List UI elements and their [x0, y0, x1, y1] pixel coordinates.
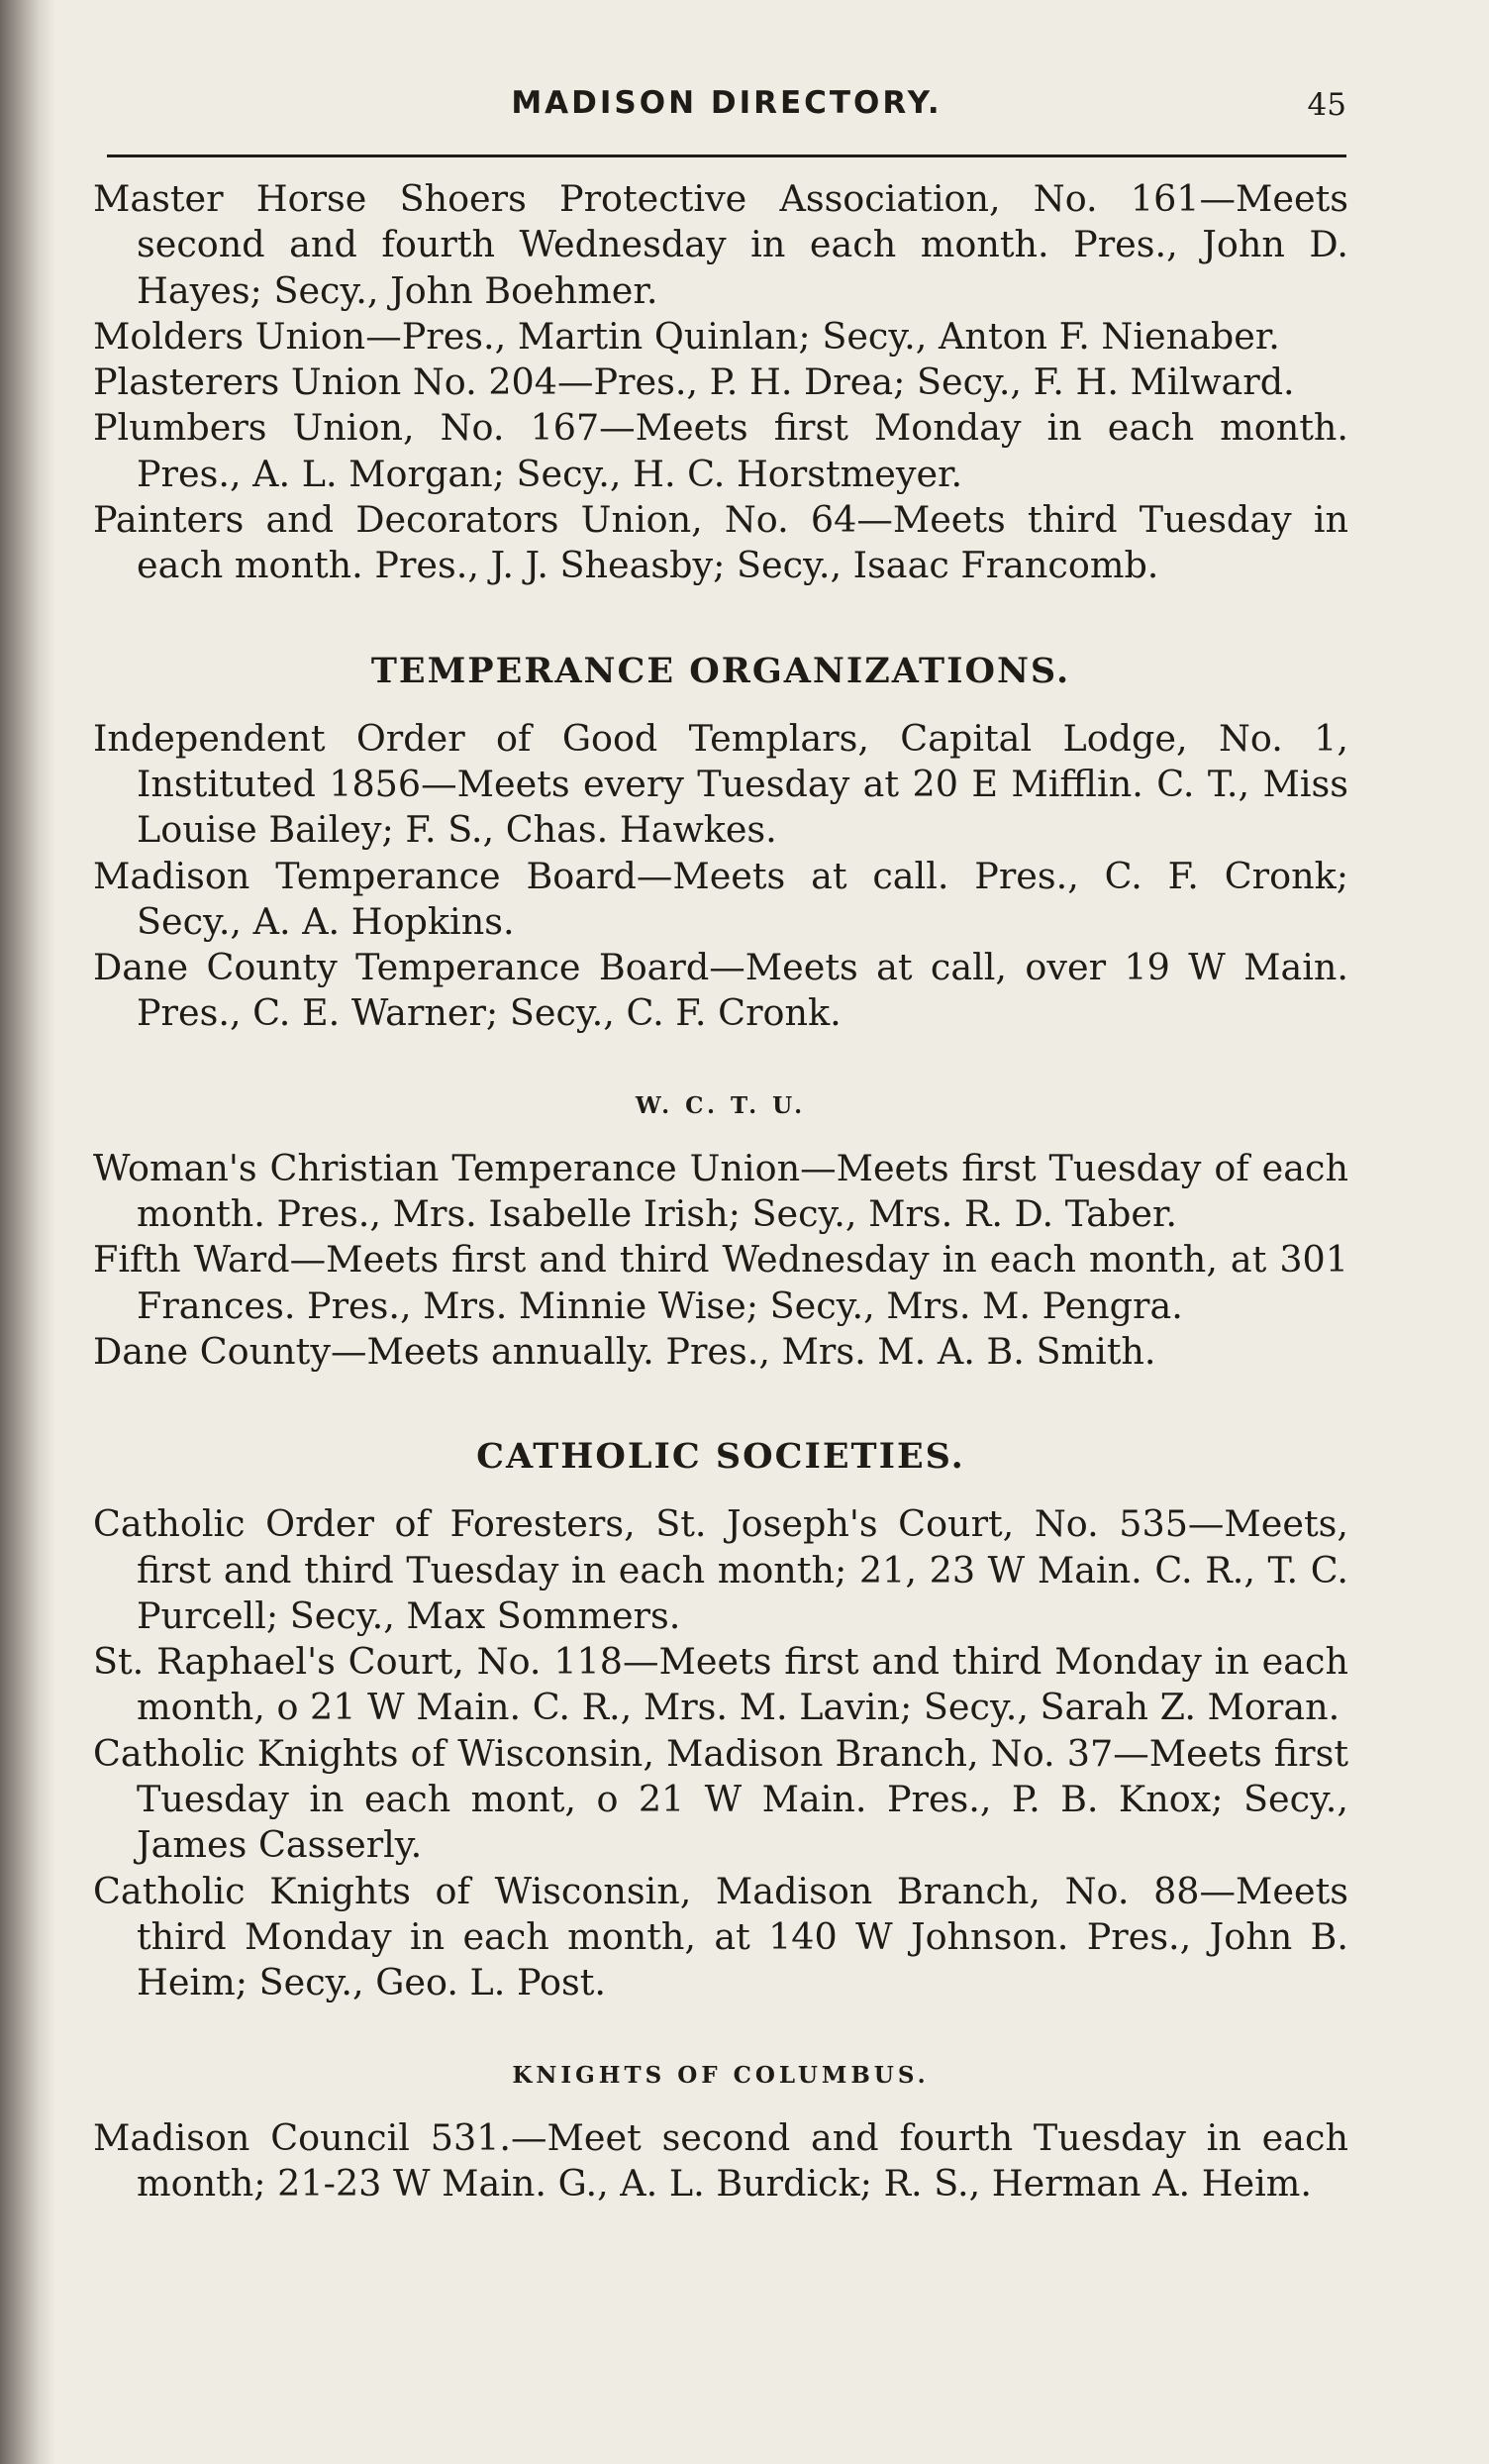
- page-number: 45: [1307, 87, 1346, 123]
- list-item: Plasterers Union No. 204—Pres., P. H. Drea; Secy., F. H. Milward.: [93, 360, 1295, 404]
- spacer: [93, 2006, 1348, 2056]
- list-item: Catholic Knights of Wisconsin, Madison Branch, No. 37—Meets first Tuesday in each mont, o 21 W Main. Pres., P. B. Knox; Secy., James Casserly.: [93, 1731, 1348, 1867]
- list-item: Independent Order of Good Templars, Capital Lodge, No. 1, Instituted 1856—Meets every Tuesday at 20 E Mifflin. C. T., Miss Louise Bailey; F. S., Chas. Hawkes.: [93, 716, 1348, 852]
- list-item: Molders Union—Pres., Martin Quinlan; Secy., Anton F. Nienaber.: [93, 314, 1280, 358]
- subheading-knights-of-columbus: KNIGHTS OF COLUMBUS.: [512, 2061, 930, 2089]
- list-item: Madison Council 531.—Meet second and fourth Tuesday in each month; 21-23 W Main. G., A. L. Burdick; R. S., Herman A. Heim.: [93, 2115, 1348, 2205]
- list-item: Catholic Knights of Wisconsin, Madison Branch, No. 88—Meets third Monday in each month, at 140 W Johnson. Pres., John B. Heim; Secy., Geo. L. Post.: [93, 1869, 1348, 2004]
- spacer: [93, 1375, 1348, 1434]
- page-header: [107, 81, 1346, 131]
- header-rule: [107, 154, 1346, 157]
- list-item: Dane County Temperance Board—Meets at call, over 19 W Main. Pres., C. E. Warner; Secy., C. F. Cronk.: [93, 946, 1348, 1035]
- spacer: [93, 2096, 1348, 2115]
- list-item: St. Raphael's Court, No. 118—Meets first and third Monday in each month, o 21 W Main. C. R., Mrs. M. Lavin; Secy., Sarah Z. Moran.: [93, 1640, 1348, 1729]
- spacer: [93, 1037, 1348, 1086]
- list-item: Plumbers Union, No. 167—Meets first Monday in each month. Pres., A. L. Morgan; Secy., H. C. Horstmeyer.: [93, 406, 1348, 495]
- list-item: Fifth Ward—Meets first and third Wednesday in each month, at 301 Frances. Pres., Mrs. Minnie Wise; Secy., Mrs. M. Pengra.: [93, 1238, 1348, 1327]
- list-item: Madison Temperance Board—Meets at call. Pres., C. F. Cronk; Secy., A. A. Hopkins.: [93, 854, 1348, 943]
- subheading-wctu: W. C. T. U.: [635, 1091, 807, 1119]
- list-item: Catholic Order of Foresters, St. Joseph's Court, No. 535—Meets, first and third Tuesday in each month; 21, 23 W Main. C. R., T. C. Purcell; Secy., Max Sommers.: [93, 1502, 1348, 1637]
- spacer: [93, 1126, 1348, 1146]
- spacer: [93, 589, 1348, 649]
- list-item: Painters and Decorators Union, No. 64—Meets third Tuesday in each month. Pres., J. J. Sheasby; Secy., Isaac Francomb.: [93, 498, 1348, 587]
- running-title: MADISON DIRECTORY.: [511, 85, 943, 121]
- page-body: [93, 176, 1348, 2207]
- section-heading-temperance: TEMPERANCE ORGANIZATIONS.: [370, 650, 1071, 691]
- list-item: Dane County—Meets annually. Pres., Mrs. M. A. B. Smith.: [93, 1329, 1156, 1373]
- section-heading-catholic: CATHOLIC SOCIETIES.: [476, 1436, 965, 1478]
- spacer: [93, 694, 1348, 716]
- list-item: Woman's Christian Temperance Union—Meets first Tuesday of each month. Pres., Mrs. Isabelle Irish; Secy., Mrs. R. D. Taber.: [93, 1146, 1348, 1236]
- list-item: Master Horse Shoers Protective Association, No. 161—Meets second and fourth Wednesday in each month. Pres., John D. Hayes; Secy., John Boehmer.: [93, 177, 1348, 312]
- spacer: [93, 1480, 1348, 1501]
